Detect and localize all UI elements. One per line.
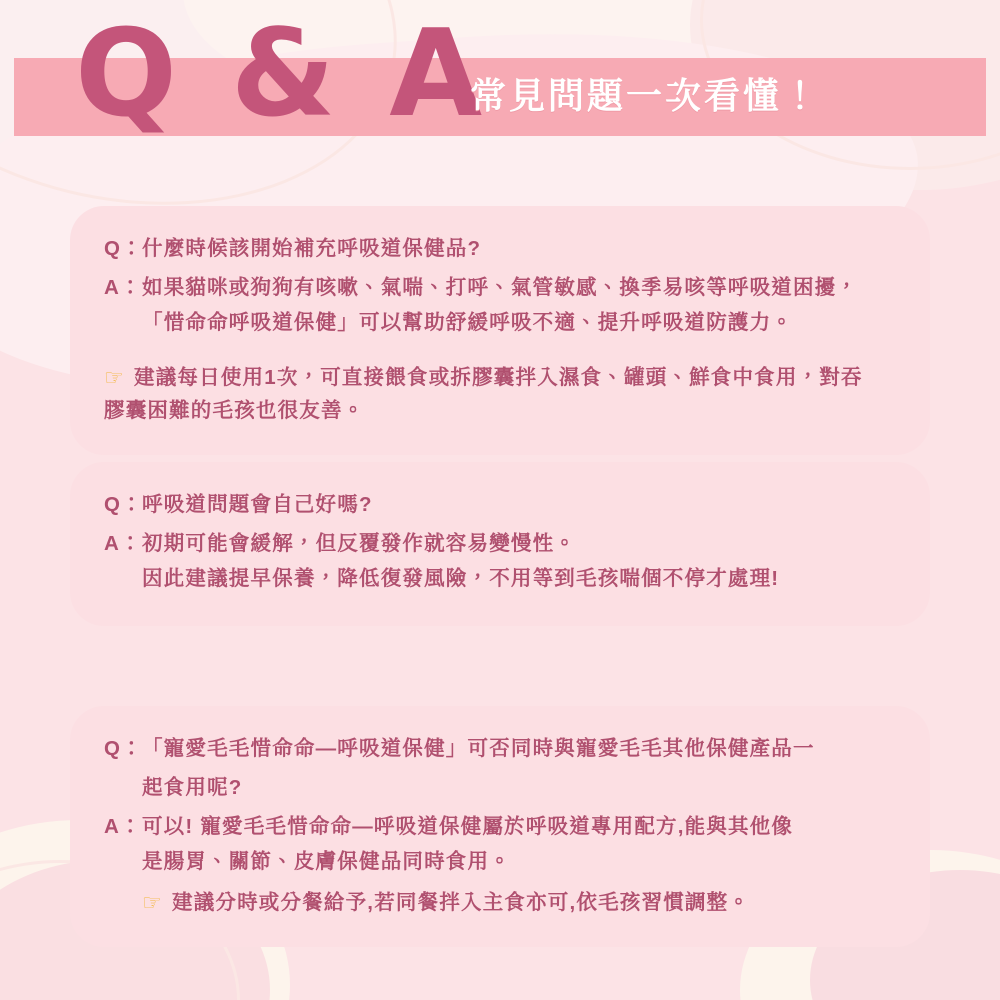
faq-card [70,462,930,626]
answer-text-line-2: 是腸胃、關節、皮膚保健品同時食用。 [142,850,511,873]
answer-tag: A： [104,276,142,299]
question-text: 什麼時候該開始補充呼吸道保健品? [142,237,482,260]
question-text-line-2: 起食用呢? [142,776,243,799]
tip-text-line-2: 膠囊困難的毛孩也很友善。 [104,399,365,422]
pointing-hand-icon: ☞ [142,890,163,915]
spacer [104,306,142,339]
faq-answer-continued [104,306,896,339]
tip-text-line-1: 建議每日使用1次，可直接餵食或拆膠囊拌入濕食、罐頭、鮮食中食用，對吞 [134,366,863,389]
question-tag: Q： [104,737,143,760]
faq-answer-continued [104,562,896,595]
question-tag: Q： [104,237,143,260]
answer-text-line-2: 因此建議提早保養，降低復發風險，不用等到毛孩喘個不停才處理! [142,567,780,590]
faq-card [70,206,930,455]
question-text: 「寵愛毛毛惜命命—呼吸道保健」可否同時與寵愛毛毛其他保健產品一 [142,737,815,760]
faq-tip [104,361,896,394]
answer-tag: A： [104,532,142,555]
answer-text-line-1: 可以! 寵愛毛毛惜命命—呼吸道保健屬於呼吸道專用配方,能與其他像 [142,815,794,838]
faq-question [104,232,896,265]
faq-answer [104,810,896,843]
faq-tip [104,886,896,919]
answer-tag: A： [104,815,142,838]
faq-tip-continued [104,394,896,427]
faq-answer-continued [104,845,896,878]
faq-answer [104,527,896,560]
answer-text-line-1: 初期可能會緩解，但反覆發作就容易變慢性。 [142,532,576,555]
question-text: 呼吸道問題會自己好嗎? [142,493,373,516]
tip-text-line-1: 建議分時或分餐給予,若同餐拌入主食亦可,依毛孩習慣調整。 [172,891,750,914]
header-subtitle: 常見問題一次看懂！ [470,75,822,116]
pointing-hand-icon: ☞ [104,365,125,390]
faq-question [104,732,896,765]
answer-text-line-1: 如果貓咪或狗狗有咳嗽、氣喘、打呼、氣管敏感、換季易咳等呼吸道困擾， [142,276,859,299]
page-title: Q & A [75,5,489,144]
faq-question [104,488,896,521]
answer-text-line-2: 「惜命命呼吸道保健」可以幫助舒緩呼吸不適、提升呼吸道防護力。 [142,311,793,334]
faq-card [70,706,930,947]
faq-answer [104,271,896,304]
question-tag: Q： [104,493,143,516]
faq-question-continued [104,771,896,804]
